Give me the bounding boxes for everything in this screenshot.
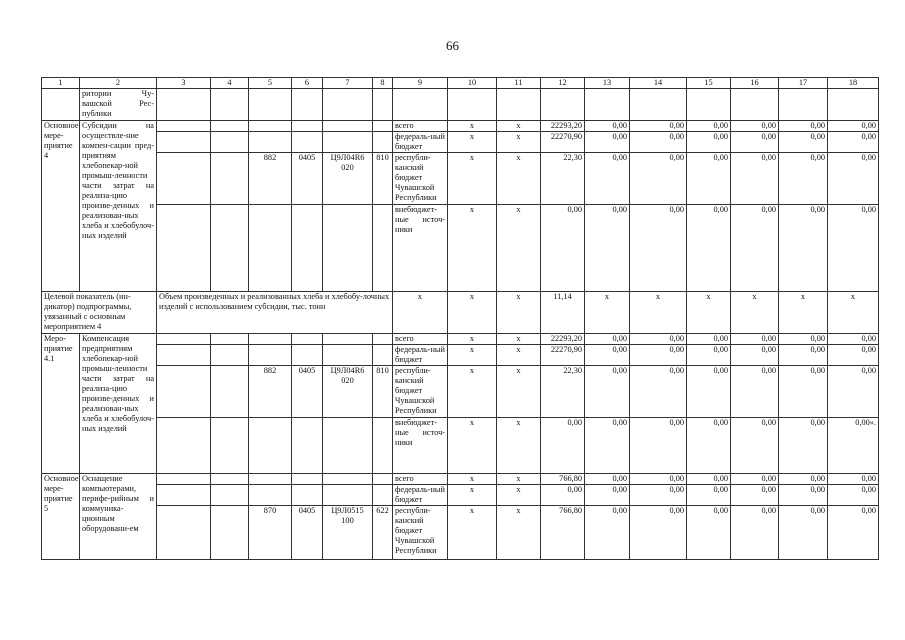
amount-cell: 22,30	[541, 366, 585, 418]
funding-source-cell: внебюджет-ные источ-ники	[393, 205, 448, 292]
grbs-code-cell: 882	[249, 153, 292, 205]
measure-name-cell: Компенсация предприятиям хлебопекар-ной промыш-ленности части затрат на реализа-цию произве-денных и реализован-ных хлеба и хлебобулоч-ных изделий	[80, 334, 157, 474]
target-article-cell: Ц9Л0515 100	[323, 506, 373, 560]
column-header: 15	[687, 78, 731, 89]
page-number: 66	[446, 38, 459, 53]
amount-cell: 766,80	[541, 474, 585, 485]
grbs-code-cell: 882	[249, 366, 292, 418]
column-header: 1	[42, 78, 80, 89]
funding-source-cell: республи-канский бюджет Чувашской Республики	[393, 366, 448, 418]
table-row: 882 0405 Ц9Л04R6 020 810 республи-канский бюджет Чувашской Республики x x 22,30 0,00 0,00 0,00 0,00 0,00 0,00	[42, 153, 879, 205]
column-header: 12	[541, 78, 585, 89]
column-header: 10	[448, 78, 497, 89]
column-header: 6	[292, 78, 323, 89]
measure-name-cell: Оснащение компьютерами, перифе-рийным и коммуника-ционным оборудовани-ем	[80, 474, 157, 560]
funding-source-cell: федераль-ный бюджет	[393, 132, 448, 153]
column-header: 13	[585, 78, 630, 89]
indicator-value-cell: 11,14	[541, 292, 585, 334]
column-header: 5	[249, 78, 292, 89]
funding-source-cell: республи-канский бюджет Чувашской Республики	[393, 153, 448, 205]
column-header-row	[42, 78, 879, 89]
table-row: Основное мере-приятие 5 Оснащение компьютерами, перифе-рийным и коммуника-ционным оборудовани-ем всего x x 766,80 0,00 0,00 0,00 0,00 0,00 0,00	[42, 474, 879, 485]
table-row: федераль-ный бюджет x x 22270,90 0,00 0,00 0,00 0,00 0,00 0,00	[42, 345, 879, 366]
amount-cell: 0,00	[541, 485, 585, 506]
table-row: внебюджет-ные источ-ники x x 0,00 0,00 0,00 0,00 0,00 0,00 0,00».	[42, 418, 879, 474]
target-article-cell: Ц9Л04R6 020	[323, 153, 373, 205]
expense-type-cell: 810	[373, 153, 393, 205]
column-header: 17	[779, 78, 828, 89]
funding-source-cell: всего	[393, 474, 448, 485]
funding-source-cell: внебюджет-ные источ-ники	[393, 418, 448, 474]
target-indicator-text: Объем произведенных и реализованных хлеба и хлебобу-лочных изделий с использованием субсидии, тыс. тонн	[157, 292, 393, 334]
amount-cell: 22293,20	[541, 121, 585, 132]
measure-name-cell: Субсидии на осуществле-ние компен-сации пред-приятиям хлебопекар-ной промыш-ленности части затрат на реализа-цию произве-денных и реализован-ных хлеба и хлебобулоч-ных изделий	[80, 121, 157, 292]
target-indicator-label: Целевой показатель (ин-дикатор) подпрограммы, увязанный с основным мероприятием 4	[42, 292, 157, 334]
column-header: 2	[80, 78, 157, 89]
measure-label-cell: Основное мере-приятие 5	[42, 474, 80, 560]
measure-label-cell: Основное мере-приятие 4	[42, 121, 80, 292]
funding-source-cell: всего	[393, 121, 448, 132]
table-row: внебюджет-ные источ-ники x x 0,00 0,00 0,00 0,00 0,00 0,00 0,00	[42, 205, 879, 292]
grbs-code-cell: 870	[249, 506, 292, 560]
table-row: федераль-ный бюджет x x 0,00 0,00 0,00 0,00 0,00 0,00 0,00	[42, 485, 879, 506]
column-header: 7	[323, 78, 373, 89]
target-indicator-row: Целевой показатель (ин-дикатор) подпрограммы, увязанный с основным мероприятием 4 Объем произведенных и реализованных хлеба и хлебобу-лочных изделий с использованием субсидии, тыс. тонн x x x 11,14 x x x x x x	[42, 292, 879, 334]
amount-cell: 22,30	[541, 153, 585, 205]
amount-cell: 22293,20	[541, 334, 585, 345]
funding-source-cell: всего	[393, 334, 448, 345]
table-row: 882 0405 Ц9Л04R6 020 810 республи-канский бюджет Чувашской Республики x x 22,30 0,00 0,00 0,00 0,00 0,00 0,00	[42, 366, 879, 418]
column-header: 9	[393, 78, 448, 89]
column-header: 18	[828, 78, 879, 89]
column-header: 4	[211, 78, 249, 89]
expense-type-cell: 622	[373, 506, 393, 560]
amount-cell: 766,80	[541, 506, 585, 560]
column-header: 8	[373, 78, 393, 89]
funding-source-cell: федераль-ный бюджет	[393, 485, 448, 506]
table-row: Меро-приятие 4.1 Компенсация предприятиям хлебопекар-ной промыш-ленности части затрат на реализа-цию произве-денных и реализован-ных хлеба и хлебобулоч-ных изделий всего x x 22293,20 0,00 0,00 0,00 0,00 0,00 0,00	[42, 334, 879, 345]
budget-table	[41, 77, 879, 560]
funding-source-cell: федераль-ный бюджет	[393, 345, 448, 366]
measure-label-cell: Меро-приятие 4.1	[42, 334, 80, 474]
expense-type-cell: 810	[373, 366, 393, 418]
column-header: 14	[630, 78, 687, 89]
column-header: 3	[157, 78, 211, 89]
amount-cell: 22270,90	[541, 132, 585, 153]
table-row: Основное мере-приятие 4 Субсидии на осуществле-ние компен-сации пред-приятиям хлебопекар-ной промыш-ленности части затрат на реализа-цию произве-денных и реализован-ных хлеба и хлебобулоч-ных изделий всего x x 22293,20 0,00 0,00 0,00 0,00 0,00 0,00	[42, 121, 879, 132]
section-code-cell: 0405	[292, 153, 323, 205]
amount-cell: 0,00	[541, 418, 585, 474]
column-header: 11	[497, 78, 541, 89]
column-header: 16	[731, 78, 779, 89]
section-code-cell: 0405	[292, 366, 323, 418]
table-row	[42, 89, 879, 121]
target-article-cell: Ц9Л04R6 020	[323, 366, 373, 418]
table-row: 870 0405 Ц9Л0515 100 622 республи-канский бюджет Чувашской Республики x x 766,80 0,00 0,00 0,00 0,00 0,00 0,00	[42, 506, 879, 560]
measure-name-cell: ритории Чу-вашской Рес-публики	[80, 89, 157, 121]
amount-cell: 22270,90	[541, 345, 585, 366]
table-row: федераль-ный бюджет x x 22270,90 0,00 0,00 0,00 0,00 0,00 0,00	[42, 132, 879, 153]
amount-cell: 0,00	[541, 205, 585, 292]
funding-source-cell: республи-канский бюджет Чувашской Республики	[393, 506, 448, 560]
section-code-cell: 0405	[292, 506, 323, 560]
